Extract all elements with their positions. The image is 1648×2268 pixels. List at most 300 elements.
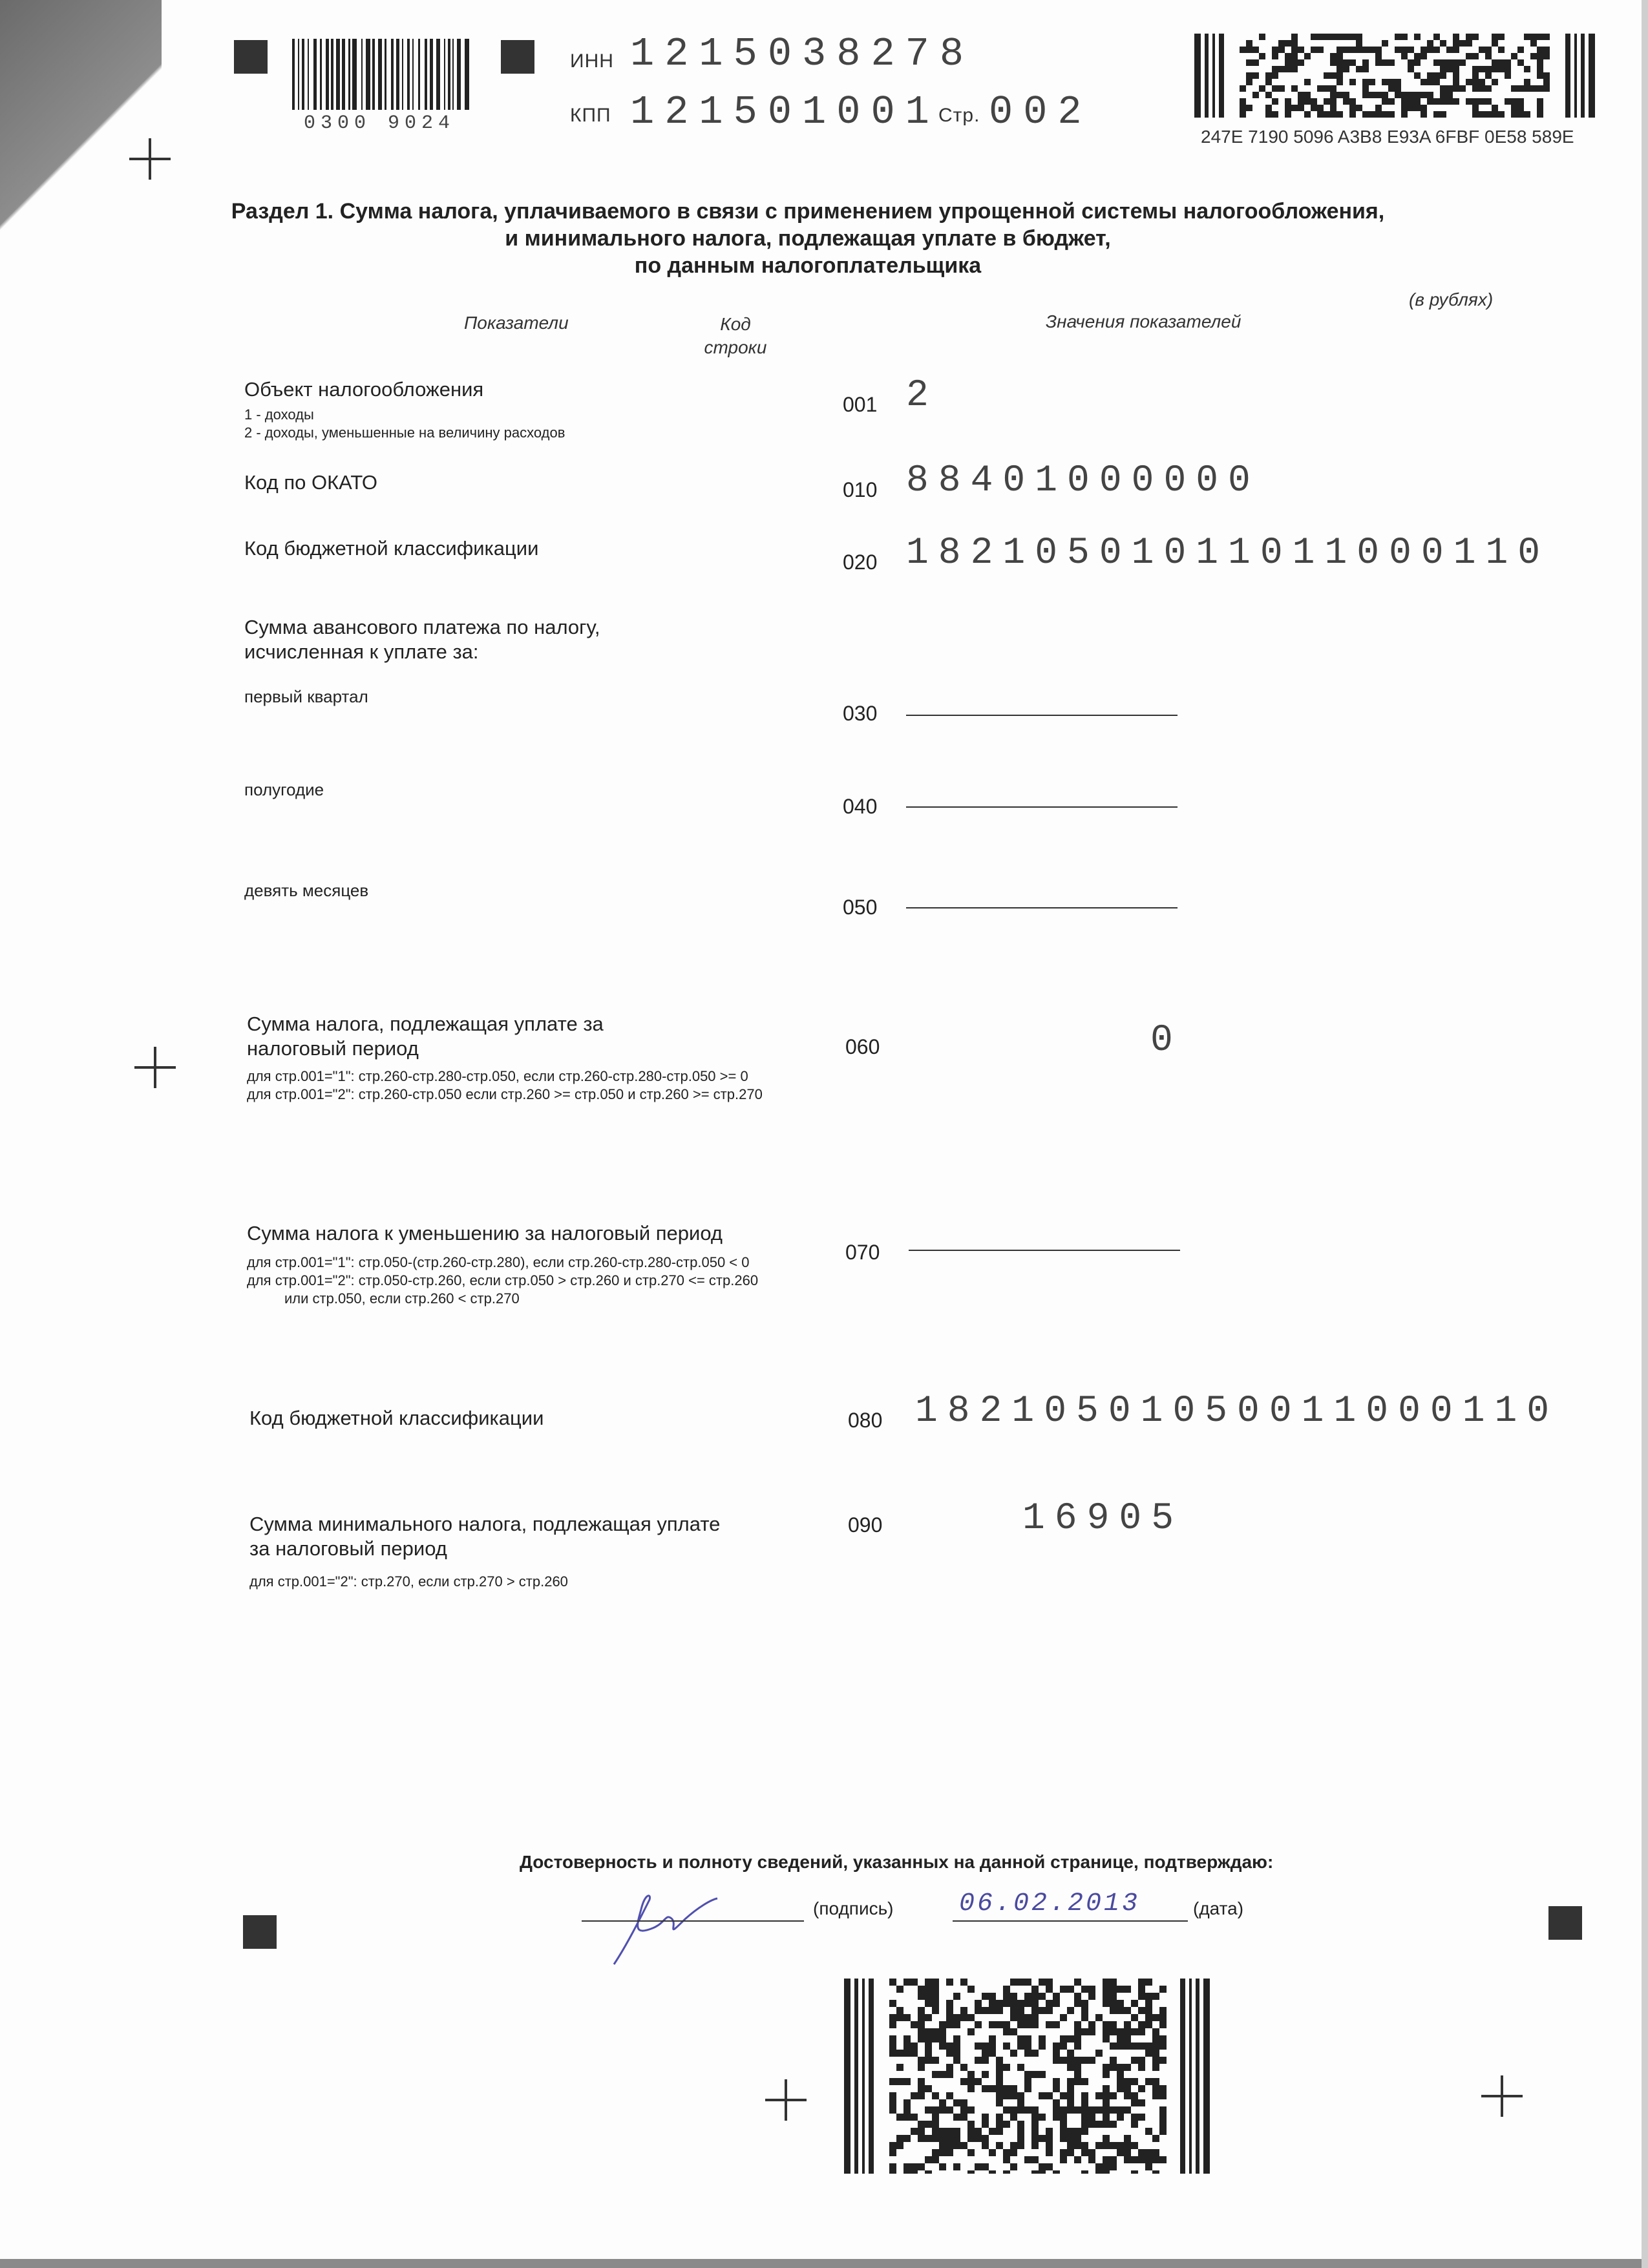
kpp-label: КПП — [570, 105, 611, 126]
matrix-module — [903, 2050, 911, 2057]
matrix-module — [1081, 2128, 1088, 2135]
matrix-module — [889, 2035, 896, 2042]
matrix-module — [1382, 92, 1388, 98]
matrix-module — [1492, 111, 1498, 118]
matrix-module — [1408, 59, 1414, 66]
matrix-module — [1095, 2050, 1103, 2057]
matrix-module — [1479, 98, 1485, 105]
matrix-module — [1067, 2099, 1074, 2106]
matrix-module — [996, 2057, 1003, 2064]
matrix-module — [1031, 2170, 1039, 2174]
matrix-module — [1003, 2092, 1010, 2099]
matrix-module — [967, 2014, 975, 2021]
matrix-module — [1110, 1993, 1117, 2000]
matrix-module — [1003, 1993, 1010, 2000]
matrix-module — [1060, 2014, 1067, 2021]
matrix-module — [932, 2092, 939, 2099]
matrix-module — [925, 2035, 932, 2042]
matrix-module — [1336, 34, 1343, 40]
matrix-module — [896, 2078, 903, 2085]
matrix-module — [1088, 2028, 1095, 2035]
matrix-module — [1046, 1979, 1053, 1986]
matrix-module — [1138, 2099, 1145, 2106]
matrix-module — [1103, 2142, 1110, 2149]
row-090-value: 16905 — [1022, 1498, 1184, 1540]
row-001-note1: 1 - доходы — [244, 406, 314, 423]
matrix-module — [1330, 59, 1336, 66]
matrix-module — [939, 2099, 946, 2106]
matrix-module — [1024, 2050, 1031, 2057]
matrix-module — [896, 1986, 903, 1993]
matrix-module — [1265, 79, 1272, 85]
matrix-module — [1324, 98, 1330, 105]
barcode-bar — [391, 39, 394, 110]
matrix-module — [1095, 2092, 1103, 2099]
barcode-bar — [444, 39, 445, 110]
matrix-module — [1440, 72, 1446, 79]
matrix-module — [1031, 2007, 1039, 2014]
matrix-module — [1031, 2014, 1039, 2021]
matrix-module — [1031, 2114, 1039, 2121]
matrix-module — [918, 2028, 925, 2035]
matrix-module — [1336, 59, 1343, 66]
row-020-label: Код бюджетной классификации — [244, 537, 539, 560]
matrix-module — [967, 2128, 975, 2135]
matrix-module — [1336, 92, 1343, 98]
matrix-module — [1485, 72, 1492, 79]
matrix-module — [1031, 2050, 1039, 2057]
matrix-module — [1117, 2028, 1124, 2035]
matrix-module — [996, 2000, 1003, 2007]
section-title-line3: по данным налогоплательщика — [634, 253, 982, 278]
matrix-module — [1081, 2149, 1088, 2156]
matrix-module — [1010, 2014, 1017, 2021]
column-code — [697, 313, 774, 359]
matrix-module — [996, 2099, 1003, 2106]
matrix-module — [1046, 2142, 1053, 2149]
matrix-module — [925, 2042, 932, 2050]
matrix-module — [1060, 2092, 1067, 2099]
matrix-module — [996, 2071, 1003, 2078]
matrix-module — [1145, 2128, 1152, 2135]
matrix-module — [967, 2106, 975, 2114]
matrix-module — [1003, 2021, 1010, 2028]
2d-barcode-bottom — [844, 1979, 1210, 2174]
matrix-module — [1152, 2050, 1159, 2057]
matrix-module — [1017, 2106, 1024, 2114]
matrix-module — [1088, 2106, 1095, 2114]
row-070-note3: или стр.050, если стр.260 < стр.270 — [284, 1290, 520, 1307]
matrix-module — [1081, 2057, 1088, 2064]
matrix-module — [918, 2007, 925, 2014]
matrix-module — [1110, 2042, 1117, 2050]
matrix-module — [953, 2099, 960, 2106]
matrix-module — [1117, 2064, 1124, 2071]
matrix-module — [953, 2128, 960, 2135]
barcode-bar — [436, 39, 440, 110]
row-080-value: 18210501050011000110 — [915, 1391, 1559, 1433]
matrix-module — [953, 2163, 960, 2170]
matrix-module — [1024, 2071, 1031, 2078]
matrix-module — [1074, 2128, 1081, 2135]
matrix-module — [1511, 105, 1517, 111]
matrix-module — [1117, 2142, 1124, 2149]
page-label: Стр. — [938, 105, 980, 126]
matrix-module — [896, 2135, 903, 2142]
matrix-module — [918, 2085, 925, 2092]
matrix-module — [1278, 47, 1285, 53]
matrix-module — [1110, 2121, 1117, 2128]
matrix-module — [996, 2085, 1003, 2092]
matrix-module — [1067, 1986, 1074, 1993]
matrix-module — [1395, 34, 1401, 40]
matrix-module — [975, 2000, 982, 2007]
matrix-module — [1543, 53, 1550, 59]
matrix-module — [1375, 111, 1382, 118]
scan-right-edge — [1642, 0, 1648, 2268]
matrix-module — [1103, 2106, 1110, 2114]
matrix-module — [1131, 2114, 1138, 2121]
matrix-module — [918, 2064, 925, 2071]
matrix-module — [1246, 105, 1252, 111]
matrix-module — [989, 2035, 996, 2042]
matrix-module — [1010, 2000, 1017, 2007]
matrix-module — [925, 2170, 932, 2174]
matrix-module — [1505, 98, 1511, 105]
matrix-module — [911, 1979, 918, 1986]
matrix-module — [939, 2106, 946, 2114]
matrix-module — [1537, 72, 1543, 79]
matrix-module — [1291, 59, 1298, 66]
matrix-module — [1088, 1993, 1095, 2000]
matrix-module — [889, 2092, 896, 2099]
matrix-module — [903, 2114, 911, 2121]
matrix-guard-bar — [1194, 34, 1201, 118]
row-040-label: полугодие — [244, 780, 324, 799]
matrix-module — [1074, 2064, 1081, 2071]
matrix-module — [1117, 2035, 1124, 2042]
matrix-module — [1401, 92, 1408, 98]
matrix-module — [925, 2000, 932, 2007]
matrix-module — [946, 2071, 953, 2078]
matrix-module — [989, 2085, 996, 2092]
matrix-module — [1421, 79, 1427, 85]
matrix-module — [1517, 85, 1524, 92]
matrix-module — [1427, 79, 1433, 85]
row-040-empty-line — [906, 806, 1178, 808]
row-001-code: 001 — [843, 393, 878, 416]
matrix-module — [1103, 2156, 1110, 2163]
matrix-module — [1240, 98, 1246, 105]
matrix-module — [1088, 2021, 1095, 2028]
barcode-bar — [348, 39, 350, 110]
column-indicators: Показатели — [464, 313, 569, 333]
matrix-module — [1117, 1986, 1124, 1993]
matrix-module — [1060, 2128, 1067, 2135]
row-050-empty-line — [906, 907, 1178, 908]
matrix-module — [1152, 2170, 1159, 2174]
matrix-module — [1285, 111, 1291, 118]
matrix-module — [1304, 111, 1311, 118]
matrix-module — [1010, 2106, 1017, 2114]
alignment-square-top-left — [234, 40, 268, 74]
matrix-module — [1336, 47, 1343, 53]
matrix-module — [1010, 1993, 1017, 2000]
matrix-module — [1440, 111, 1446, 118]
matrix-module — [1017, 2142, 1024, 2149]
matrix-module — [946, 2014, 953, 2021]
matrix-module — [1472, 53, 1479, 59]
matrix-module — [1246, 40, 1252, 47]
matrix-module — [1440, 59, 1446, 66]
matrix-module — [1138, 2007, 1145, 2014]
matrix-module — [1466, 34, 1472, 40]
matrix-module — [1017, 2128, 1024, 2135]
matrix-module — [1131, 2057, 1138, 2064]
matrix-module — [1440, 66, 1446, 72]
matrix-module — [1131, 2042, 1138, 2050]
matrix-module — [925, 1979, 932, 1986]
matrix-module — [1395, 85, 1401, 92]
matrix-module — [1145, 2007, 1152, 2014]
matrix-module — [1060, 2121, 1067, 2128]
matrix-module — [1517, 47, 1524, 53]
matrix-module — [1095, 2014, 1103, 2021]
matrix-module — [967, 2170, 975, 2174]
matrix-module — [1152, 2057, 1159, 2064]
date-line — [953, 1920, 1188, 1922]
kpp-value: 121501001 — [630, 89, 940, 135]
matrix-module — [1517, 59, 1524, 66]
matrix-module — [1131, 2121, 1138, 2128]
matrix-module — [1369, 92, 1375, 98]
matrix-module — [1324, 72, 1330, 79]
matrix-module — [1498, 59, 1505, 66]
registration-cross-4 — [1481, 2075, 1523, 2117]
matrix-module — [989, 2170, 996, 2174]
row-090-line2: за налоговый период — [249, 1537, 447, 1560]
matrix-module — [1485, 53, 1492, 59]
matrix-module — [1543, 85, 1550, 92]
matrix-module — [1138, 2085, 1145, 2092]
matrix-module — [1103, 2085, 1110, 2092]
matrix-module — [1414, 92, 1421, 98]
matrix-module — [1291, 85, 1298, 92]
matrix-module — [1362, 79, 1369, 85]
matrix-module — [1440, 98, 1446, 105]
matrix-module — [1336, 72, 1343, 79]
barcode-bar — [396, 39, 399, 110]
matrix-module — [975, 2057, 982, 2064]
matrix-guard-bar — [1189, 1979, 1192, 2174]
section-title — [194, 198, 1422, 279]
matrix-module — [1362, 111, 1369, 118]
matrix-module — [1369, 47, 1375, 53]
matrix-module — [1285, 98, 1291, 105]
matrix-module — [1517, 105, 1524, 111]
matrix-module — [1382, 59, 1388, 66]
matrix-guard-bar — [1205, 34, 1209, 118]
matrix-module — [1138, 2042, 1145, 2050]
matrix-module — [1031, 2128, 1039, 2135]
matrix-module — [1060, 2057, 1067, 2064]
matrix-module — [1298, 47, 1304, 53]
matrix-module — [1131, 2014, 1138, 2021]
matrix-module — [1401, 53, 1408, 59]
barcode-bar — [366, 39, 370, 110]
matrix-module — [1336, 111, 1343, 118]
matrix-module — [1081, 2106, 1088, 2114]
matrix-module — [1053, 2078, 1060, 2085]
matrix-module — [1311, 47, 1317, 53]
matrix-module — [989, 2021, 996, 2028]
matrix-module — [1159, 2092, 1167, 2099]
matrix-module — [1067, 2050, 1074, 2057]
matrix-module — [1003, 2149, 1010, 2156]
matrix-module — [1446, 59, 1453, 66]
matrix-module — [1046, 2149, 1053, 2156]
matrix-module — [1472, 66, 1479, 72]
matrix-guard-bar — [1203, 1979, 1210, 2174]
matrix-module — [960, 1979, 967, 1986]
barcode-bar — [308, 39, 309, 110]
matrix-module — [1074, 1993, 1081, 2000]
matrix-module — [960, 2099, 967, 2106]
matrix-module — [1349, 79, 1356, 85]
matrix-module — [1466, 40, 1472, 47]
matrix-module — [1053, 2114, 1060, 2121]
matrix-module — [1440, 85, 1446, 92]
matrix-module — [911, 2170, 918, 2174]
matrix-module — [996, 2142, 1003, 2149]
matrix-module — [1421, 47, 1427, 53]
matrix-module — [1124, 2156, 1131, 2163]
matrix-module — [1053, 2042, 1060, 2050]
matrix-module — [1317, 47, 1324, 53]
matrix-module — [925, 2156, 932, 2163]
barcode-bar — [313, 39, 317, 110]
matrix-module — [1081, 1986, 1088, 1993]
matrix-module — [1031, 2135, 1039, 2142]
matrix-module — [953, 2014, 960, 2021]
registration-cross-2 — [134, 1047, 176, 1088]
matrix-module — [982, 2163, 989, 2170]
matrix-module — [1110, 2106, 1117, 2114]
matrix-module — [1074, 2021, 1081, 2028]
matrix-module — [1053, 2057, 1060, 2064]
matrix-module — [967, 2078, 975, 2085]
matrix-module — [1330, 85, 1336, 92]
matrix-module — [932, 2035, 939, 2042]
row-001-value: 2 — [906, 375, 938, 417]
inn-label: ИНН — [570, 50, 614, 72]
document-hash: 247E 7190 5096 A3B8 E93A 6FBF 0E58 589E — [1201, 127, 1574, 147]
matrix-module — [1081, 2099, 1088, 2106]
matrix-module — [1081, 2000, 1088, 2007]
matrix-module — [953, 2042, 960, 2050]
matrix-module — [889, 2021, 896, 2028]
matrix-module — [1446, 66, 1453, 72]
barcode-bar — [372, 39, 375, 110]
matrix-module — [1010, 2007, 1017, 2014]
matrix-module — [1291, 47, 1298, 53]
matrix-module — [1031, 2106, 1039, 2114]
matrix-module — [982, 2121, 989, 2128]
advance-line2: исчисленная к уплате за: — [244, 640, 479, 663]
row-090-note1: для стр.001="2": стр.270, если стр.270 > стр.260 — [249, 1573, 568, 1590]
matrix-module — [1356, 105, 1362, 111]
matrix-module — [982, 2142, 989, 2149]
matrix-module — [1017, 2035, 1024, 2042]
matrix-module — [1103, 2114, 1110, 2121]
matrix-module — [1017, 2135, 1024, 2142]
matrix-module — [1067, 2085, 1074, 2092]
matrix-module — [1446, 85, 1453, 92]
matrix-module — [1067, 2007, 1074, 2014]
matrix-module — [918, 2021, 925, 2028]
matrix-module — [989, 2042, 996, 2050]
matrix-module — [1110, 2142, 1117, 2149]
matrix-module — [1159, 2128, 1167, 2135]
row-070-note2: для стр.001="2": стр.050-стр.260, если стр.050 > стр.260 и стр.270 <= стр.260 — [247, 1272, 759, 1288]
matrix-module — [1537, 85, 1543, 92]
matrix-module — [1138, 2028, 1145, 2035]
units-label: (в рублях) — [1409, 289, 1494, 310]
matrix-module — [925, 2106, 932, 2114]
matrix-module — [1240, 105, 1246, 111]
matrix-module — [1382, 111, 1388, 118]
matrix-module — [953, 2021, 960, 2028]
matrix-module — [1159, 2106, 1167, 2114]
matrix-module — [1074, 2135, 1081, 2142]
alignment-square-bottom-right — [1548, 1906, 1582, 1940]
matrix-module — [1336, 53, 1343, 59]
matrix-module — [1524, 111, 1530, 118]
alignment-square-top-mid — [501, 40, 534, 74]
matrix-module — [1081, 2092, 1088, 2099]
matrix-module — [982, 2085, 989, 2092]
matrix-module — [1131, 2170, 1138, 2174]
matrix-module — [967, 2028, 975, 2035]
matrix-module — [1401, 34, 1408, 40]
matrix-module — [1272, 72, 1278, 79]
matrix-module — [946, 2149, 953, 2156]
row-040-code: 040 — [843, 795, 878, 818]
matrix-module — [1067, 2128, 1074, 2135]
matrix-module — [1446, 92, 1453, 98]
matrix-module — [1110, 1986, 1117, 1993]
matrix-module — [1046, 2135, 1053, 2142]
matrix-module — [1537, 105, 1543, 111]
matrix-module — [1511, 111, 1517, 118]
matrix-module — [946, 2007, 953, 2014]
matrix-module — [1433, 79, 1440, 85]
matrix-module — [1031, 1986, 1039, 1993]
matrix-module — [1472, 72, 1479, 79]
matrix-module — [1010, 2050, 1017, 2057]
matrix-module — [1117, 2071, 1124, 2078]
matrix-module — [1081, 2014, 1088, 2021]
matrix-module — [1074, 2035, 1081, 2042]
matrix-module — [1074, 2078, 1081, 2085]
matrix-module — [996, 2114, 1003, 2121]
matrix-module — [1060, 2114, 1067, 2121]
matrix-module — [1362, 85, 1369, 92]
matrix-module — [1505, 66, 1511, 72]
matrix-module — [1362, 66, 1369, 72]
matrix-module — [1095, 2163, 1103, 2170]
matrix-module — [1081, 2007, 1088, 2014]
